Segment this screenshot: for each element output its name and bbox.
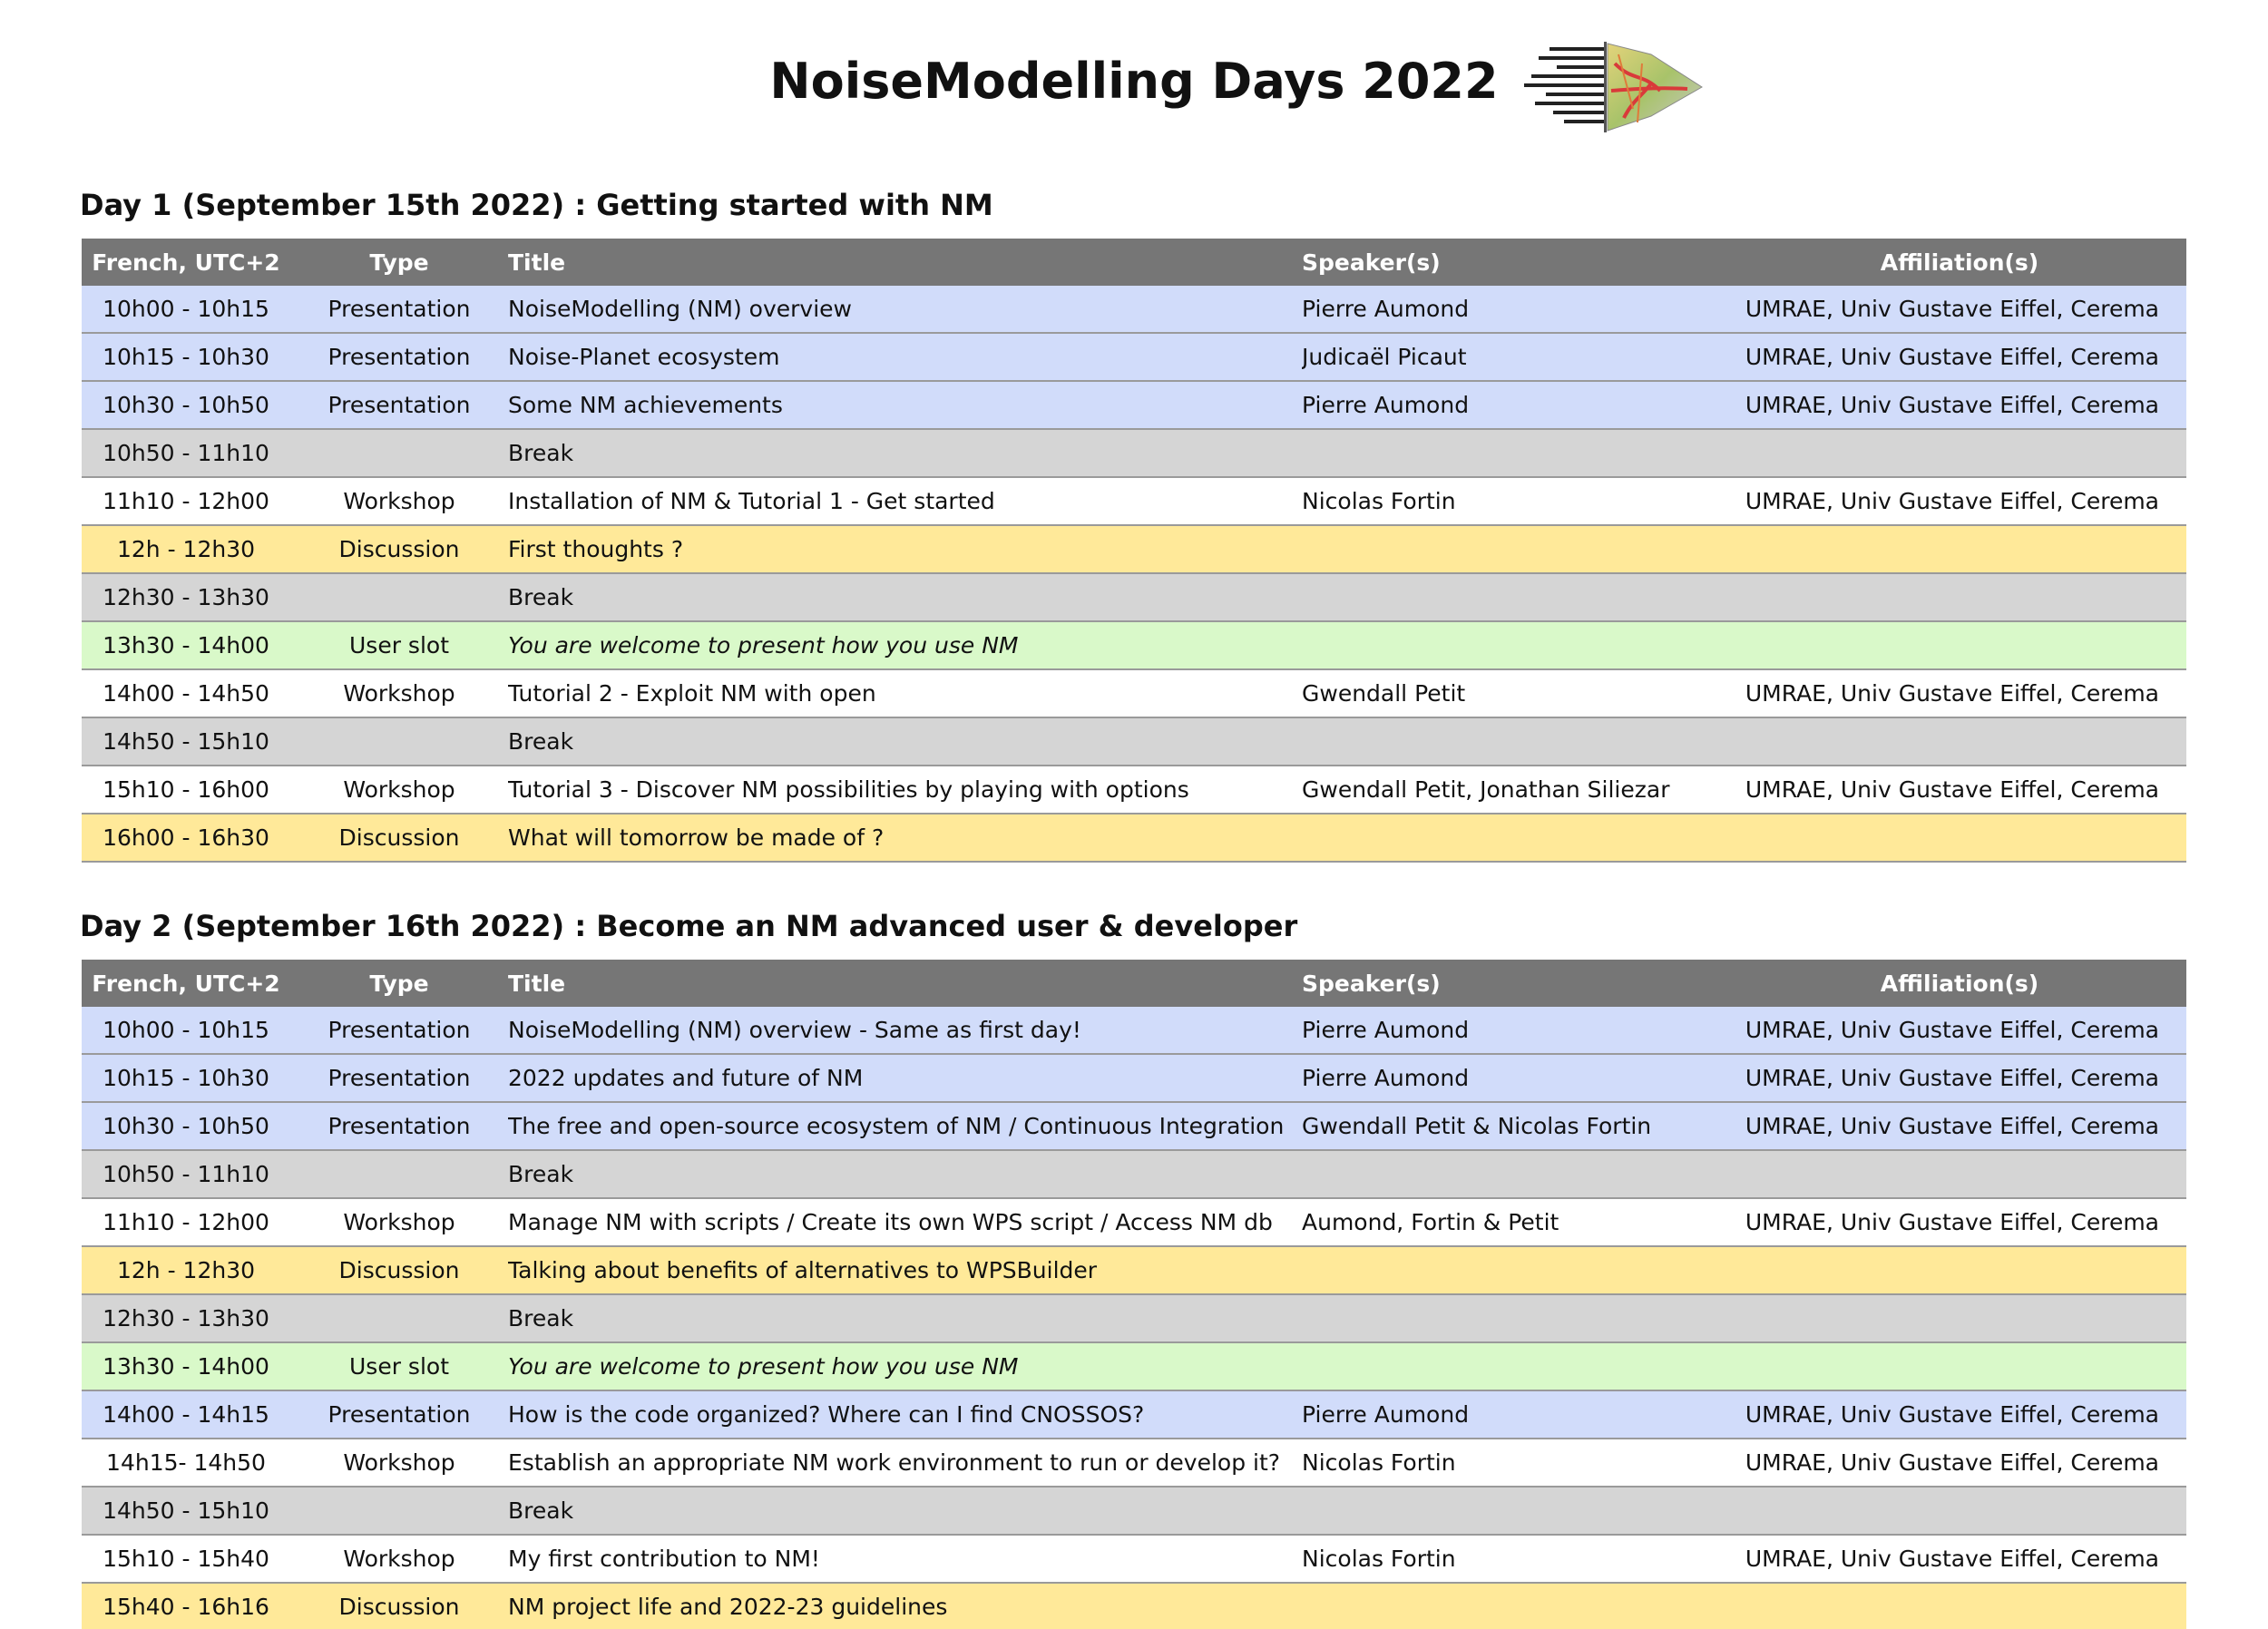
- cell-time: 13h30 - 14h00: [82, 1342, 290, 1390]
- cell-title: 2022 updates and future of NM: [508, 1054, 1302, 1102]
- column-header-title: Title: [508, 960, 1302, 1007]
- cell-type: Workshop: [290, 766, 508, 814]
- cell-speaker: Aumond, Fortin & Petit: [1302, 1198, 1733, 1246]
- cell-time: 10h30 - 10h50: [82, 1102, 290, 1150]
- cell-affiliation: UMRAE, Univ Gustave Eiffel, Cerema: [1733, 669, 2186, 717]
- cell-title: NM project life and 2022-23 guidelines: [508, 1583, 1302, 1629]
- cell-affiliation: UMRAE, Univ Gustave Eiffel, Cerema: [1733, 333, 2186, 381]
- cell-affiliation: [1733, 429, 2186, 477]
- cell-affiliation: UMRAE, Univ Gustave Eiffel, Cerema: [1733, 1007, 2186, 1054]
- cell-affiliation: [1733, 573, 2186, 621]
- cell-title: Break: [508, 573, 1302, 621]
- table-row: [82, 1054, 2186, 1102]
- cell-time: 14h00 - 14h15: [82, 1390, 290, 1439]
- cell-speaker: Nicolas Fortin: [1302, 477, 1733, 525]
- cell-title: Some NM achievements: [508, 381, 1302, 429]
- cell-type: Presentation: [290, 381, 508, 429]
- cell-time: 10h15 - 10h30: [82, 333, 290, 381]
- cell-time: 14h50 - 15h10: [82, 1487, 290, 1535]
- cell-speaker: [1302, 573, 1733, 621]
- table-row: [82, 286, 2186, 333]
- cell-time: 10h00 - 10h15: [82, 286, 290, 333]
- column-header-time: French, UTC+2: [82, 960, 290, 1007]
- cell-title: Break: [508, 429, 1302, 477]
- day2-schedule-table: [82, 960, 2186, 1629]
- cell-time: 11h10 - 12h00: [82, 477, 290, 525]
- cell-type: User slot: [290, 621, 508, 669]
- table-row: [82, 477, 2186, 525]
- cell-title: First thoughts ?: [508, 525, 1302, 573]
- cell-speaker: [1302, 1294, 1733, 1342]
- cell-title: Break: [508, 1150, 1302, 1198]
- cell-title: Noise-Planet ecosystem: [508, 333, 1302, 381]
- cell-affiliation: [1733, 1342, 2186, 1390]
- cell-affiliation: UMRAE, Univ Gustave Eiffel, Cerema: [1733, 381, 2186, 429]
- cell-type: Workshop: [290, 1535, 508, 1583]
- table-row: [82, 525, 2186, 573]
- cell-type: Presentation: [290, 1007, 508, 1054]
- cell-speaker: [1302, 525, 1733, 573]
- table-row: [82, 1007, 2186, 1054]
- cell-type: Workshop: [290, 1198, 508, 1246]
- cell-type: [290, 429, 508, 477]
- cell-time: 14h15- 14h50: [82, 1439, 290, 1487]
- cell-affiliation: [1733, 1150, 2186, 1198]
- cell-title: Break: [508, 1294, 1302, 1342]
- cell-speaker: [1302, 429, 1733, 477]
- cell-time: 15h10 - 15h40: [82, 1535, 290, 1583]
- cell-title: NoiseModelling (NM) overview - Same as first day!: [508, 1007, 1302, 1054]
- cell-affiliation: [1733, 1246, 2186, 1294]
- cell-time: 10h50 - 11h10: [82, 1150, 290, 1198]
- cell-time: 10h00 - 10h15: [82, 1007, 290, 1054]
- cell-title: Manage NM with scripts / Create its own WPS script / Access NM db: [508, 1198, 1302, 1246]
- cell-time: 13h30 - 14h00: [82, 621, 290, 669]
- table-row: [82, 333, 2186, 381]
- cell-title: How is the code organized? Where can I find CNOSSOS?: [508, 1390, 1302, 1439]
- table-row: [82, 573, 2186, 621]
- cell-time: 14h50 - 15h10: [82, 717, 290, 766]
- cell-type: Presentation: [290, 1054, 508, 1102]
- cell-affiliation: UMRAE, Univ Gustave Eiffel, Cerema: [1733, 1054, 2186, 1102]
- cell-speaker: [1302, 621, 1733, 669]
- cell-speaker: [1302, 1246, 1733, 1294]
- day2-heading: Day 2 (September 16th 2022) : Become an NM advanced user & developer: [80, 909, 1298, 943]
- cell-affiliation: [1733, 621, 2186, 669]
- table-row: [82, 1294, 2186, 1342]
- cell-type: Workshop: [290, 477, 508, 525]
- table-row: [82, 1390, 2186, 1439]
- cell-affiliation: UMRAE, Univ Gustave Eiffel, Cerema: [1733, 1535, 2186, 1583]
- cell-speaker: [1302, 1150, 1733, 1198]
- cell-speaker: Pierre Aumond: [1302, 381, 1733, 429]
- cell-speaker: [1302, 814, 1733, 862]
- cell-type: [290, 1150, 508, 1198]
- cell-type: [290, 1487, 508, 1535]
- cell-title: Tutorial 2 - Exploit NM with open: [508, 669, 1302, 717]
- cell-type: Workshop: [290, 669, 508, 717]
- day2-rows: [82, 1007, 2186, 1629]
- cell-speaker: Judicaël Picaut: [1302, 333, 1733, 381]
- cell-title: The free and open-source ecosystem of NM / Continuous Integration: [508, 1102, 1302, 1150]
- cell-speaker: Nicolas Fortin: [1302, 1439, 1733, 1487]
- cell-affiliation: UMRAE, Univ Gustave Eiffel, Cerema: [1733, 1102, 2186, 1150]
- cell-type: User slot: [290, 1342, 508, 1390]
- cell-type: Discussion: [290, 1583, 508, 1629]
- column-header-affiliation: Affiliation(s): [1733, 239, 2186, 286]
- cell-time: 15h10 - 16h00: [82, 766, 290, 814]
- column-header-type: Type: [290, 239, 508, 286]
- cell-time: 12h30 - 13h30: [82, 573, 290, 621]
- table-row: [82, 429, 2186, 477]
- cell-title: Establish an appropriate NM work environment to run or develop it?: [508, 1439, 1302, 1487]
- cell-speaker: [1302, 1342, 1733, 1390]
- cell-affiliation: UMRAE, Univ Gustave Eiffel, Cerema: [1733, 1439, 2186, 1487]
- table-row: [82, 621, 2186, 669]
- table-row: [82, 1487, 2186, 1535]
- cell-type: Presentation: [290, 286, 508, 333]
- table-row: [82, 381, 2186, 429]
- table-row: [82, 766, 2186, 814]
- cell-affiliation: UMRAE, Univ Gustave Eiffel, Cerema: [1733, 766, 2186, 814]
- cell-speaker: Gwendall Petit, Jonathan Siliezar: [1302, 766, 1733, 814]
- cell-title: My first contribution to NM!: [508, 1535, 1302, 1583]
- column-header-title: Title: [508, 239, 1302, 286]
- table-row: [82, 1198, 2186, 1246]
- cell-affiliation: [1733, 1487, 2186, 1535]
- cell-time: 12h30 - 13h30: [82, 1294, 290, 1342]
- cell-title: You are welcome to present how you use NM: [508, 1342, 1302, 1390]
- cell-time: 14h00 - 14h50: [82, 669, 290, 717]
- cell-affiliation: UMRAE, Univ Gustave Eiffel, Cerema: [1733, 477, 2186, 525]
- cell-title: Talking about benefits of alternatives to WPSBuilder: [508, 1246, 1302, 1294]
- table-row: [82, 1342, 2186, 1390]
- cell-type: Presentation: [290, 333, 508, 381]
- table-row: [82, 717, 2186, 766]
- cell-time: 11h10 - 12h00: [82, 1198, 290, 1246]
- cell-speaker: Gwendall Petit: [1302, 669, 1733, 717]
- cell-title: You are welcome to present how you use NM: [508, 621, 1302, 669]
- cell-type: Presentation: [290, 1102, 508, 1150]
- column-header-time: French, UTC+2: [82, 239, 290, 286]
- cell-title: What will tomorrow be made of ?: [508, 814, 1302, 862]
- cell-title: Break: [508, 717, 1302, 766]
- cell-title: NoiseModelling (NM) overview: [508, 286, 1302, 333]
- page-title: NoiseModelling Days 2022: [769, 53, 1499, 110]
- cell-speaker: Gwendall Petit & Nicolas Fortin: [1302, 1102, 1733, 1150]
- column-header-speaker: Speaker(s): [1302, 960, 1733, 1007]
- cell-affiliation: [1733, 1583, 2186, 1629]
- cell-affiliation: UMRAE, Univ Gustave Eiffel, Cerema: [1733, 1390, 2186, 1439]
- cell-title: Installation of NM & Tutorial 1 - Get started: [508, 477, 1302, 525]
- noisemodelling-logo-icon: [1524, 36, 1706, 138]
- table-row: [82, 1102, 2186, 1150]
- cell-speaker: [1302, 717, 1733, 766]
- table-row: [82, 1583, 2186, 1629]
- cell-time: 12h - 12h30: [82, 1246, 290, 1294]
- cell-speaker: [1302, 1583, 1733, 1629]
- cell-type: Discussion: [290, 814, 508, 862]
- day1-rows: [82, 286, 2186, 862]
- cell-speaker: [1302, 1487, 1733, 1535]
- table-row: [82, 1439, 2186, 1487]
- cell-type: [290, 1294, 508, 1342]
- cell-time: 10h50 - 11h10: [82, 429, 290, 477]
- cell-time: 16h00 - 16h30: [82, 814, 290, 862]
- cell-time: 15h40 - 16h16: [82, 1583, 290, 1629]
- column-header-type: Type: [290, 960, 508, 1007]
- cell-speaker: Nicolas Fortin: [1302, 1535, 1733, 1583]
- cell-type: Discussion: [290, 525, 508, 573]
- cell-affiliation: [1733, 814, 2186, 862]
- cell-title: Tutorial 3 - Discover NM possibilities by playing with options: [508, 766, 1302, 814]
- day1-schedule-table: [82, 239, 2186, 863]
- cell-speaker: Pierre Aumond: [1302, 1390, 1733, 1439]
- cell-type: Workshop: [290, 1439, 508, 1487]
- day1-heading: Day 1 (September 15th 2022) : Getting started with NM: [80, 188, 993, 222]
- table-row: [82, 814, 2186, 862]
- cell-type: [290, 573, 508, 621]
- cell-time: 12h - 12h30: [82, 525, 290, 573]
- table-row: [82, 1150, 2186, 1198]
- table-row: [82, 1246, 2186, 1294]
- cell-affiliation: UMRAE, Univ Gustave Eiffel, Cerema: [1733, 286, 2186, 333]
- column-header-affiliation: Affiliation(s): [1733, 960, 2186, 1007]
- cell-title: Break: [508, 1487, 1302, 1535]
- cell-affiliation: UMRAE, Univ Gustave Eiffel, Cerema: [1733, 1198, 2186, 1246]
- cell-affiliation: [1733, 1294, 2186, 1342]
- cell-speaker: Pierre Aumond: [1302, 1054, 1733, 1102]
- table-header-row: [82, 960, 2186, 1007]
- table-row: [82, 669, 2186, 717]
- table-row: [82, 1535, 2186, 1583]
- cell-time: 10h30 - 10h50: [82, 381, 290, 429]
- table-header-row: [82, 239, 2186, 286]
- cell-affiliation: [1733, 717, 2186, 766]
- cell-affiliation: [1733, 525, 2186, 573]
- cell-speaker: Pierre Aumond: [1302, 1007, 1733, 1054]
- cell-speaker: Pierre Aumond: [1302, 286, 1733, 333]
- cell-type: [290, 717, 508, 766]
- column-header-speaker: Speaker(s): [1302, 239, 1733, 286]
- cell-type: Discussion: [290, 1246, 508, 1294]
- cell-time: 10h15 - 10h30: [82, 1054, 290, 1102]
- cell-type: Presentation: [290, 1390, 508, 1439]
